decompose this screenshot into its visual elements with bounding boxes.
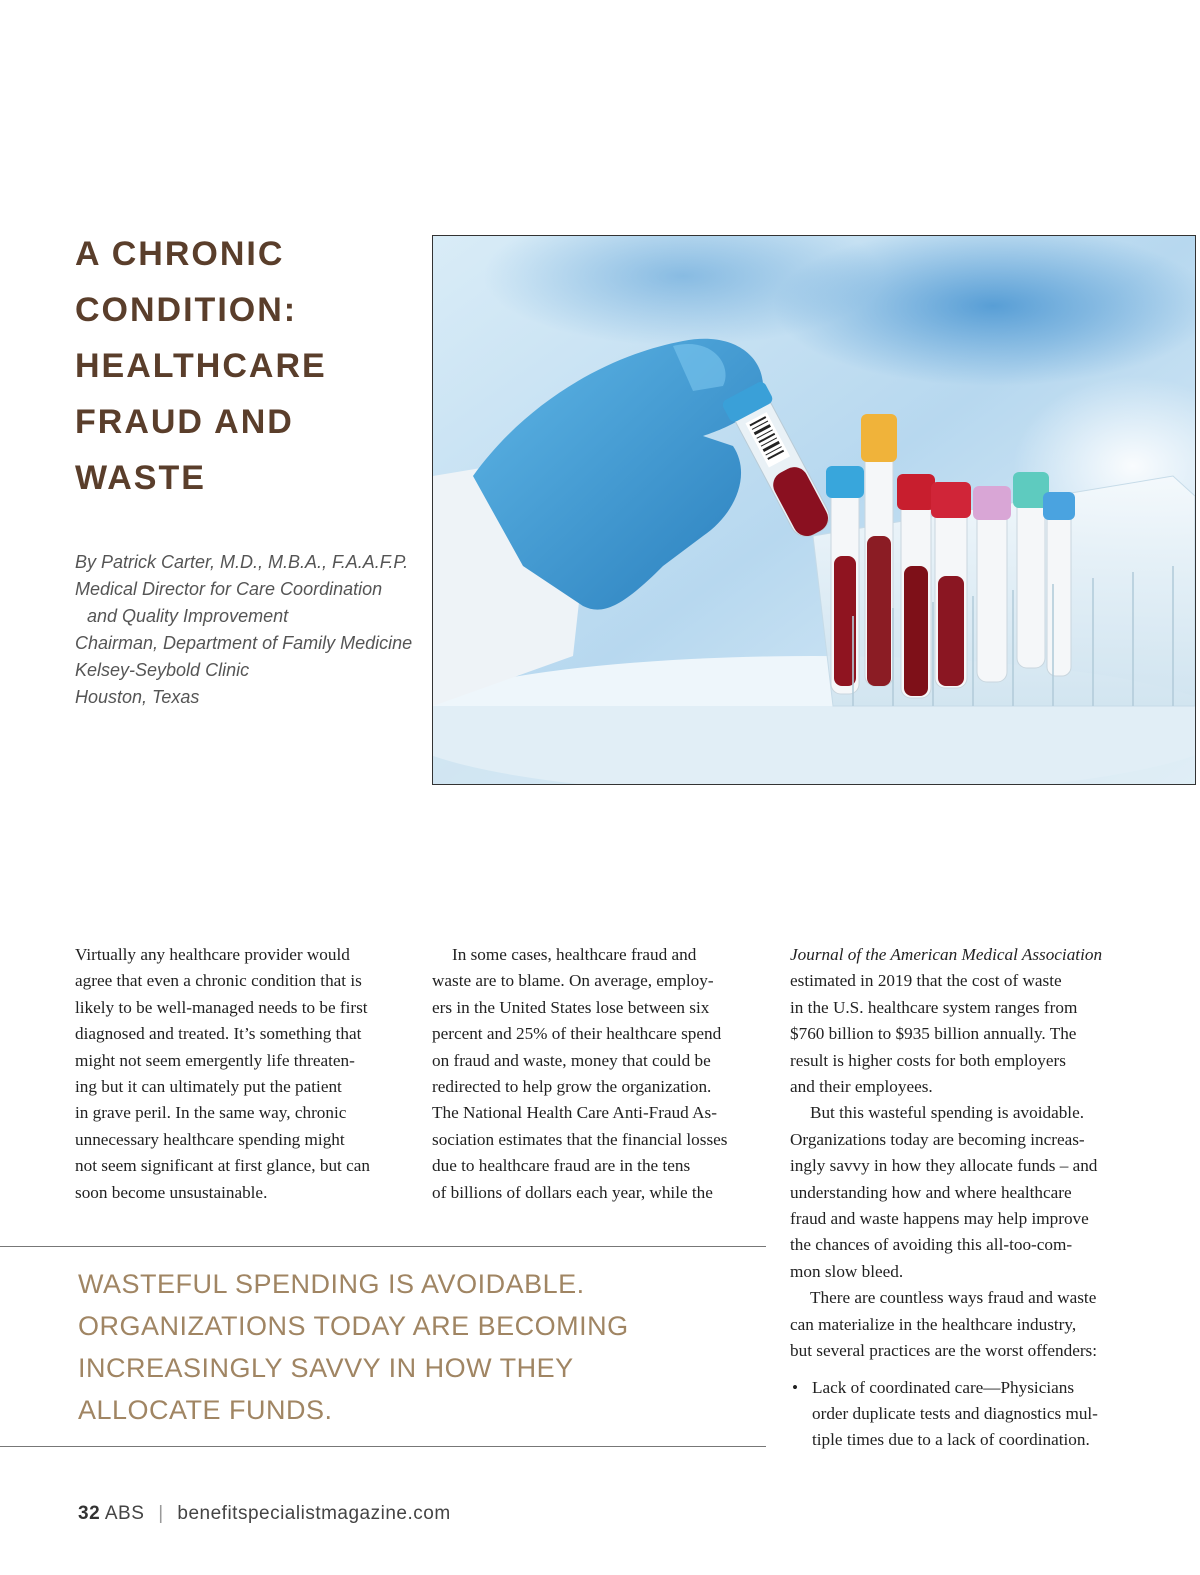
- pull-quote-line: ORGANIZATIONS TODAY ARE BECOMING: [78, 1311, 629, 1341]
- bullet-item: [790, 1375, 1126, 1454]
- author-byline: [75, 549, 415, 711]
- text-line: soon become unsustainable.: [75, 1182, 268, 1202]
- text-line: but several practices are the worst offenders:: [790, 1341, 1098, 1361]
- text-line: in grave peril. In the same way, chronic: [75, 1103, 347, 1123]
- text-line: estimated in 2019 that the cost of waste: [790, 971, 1062, 991]
- body-column-1: [75, 942, 397, 1206]
- footer-separator: |: [158, 1503, 164, 1524]
- text-line: Virtually any healthcare provider would: [75, 945, 350, 964]
- text-line: ing but it can ultimately put the patient: [75, 1077, 342, 1097]
- page-number: 32: [78, 1503, 101, 1524]
- byline-author: By Patrick Carter, M.D., M.B.A., F.A.A.F.P.: [75, 552, 409, 572]
- text-line: the chances of avoiding this all-too-com-: [790, 1235, 1073, 1255]
- byline-location: Houston, Texas: [75, 687, 200, 707]
- text-line: on fraud and waste, money that could be: [432, 1050, 711, 1070]
- title-line: FRAUD AND: [75, 403, 294, 441]
- body-column-2: [432, 942, 754, 1206]
- text-line: The National Health Care Anti-Fraud As-: [432, 1103, 717, 1123]
- pull-quote-line: WASTEFUL SPENDING IS AVOIDABLE.: [78, 1269, 585, 1299]
- text-line: ers in the United States lose between six: [432, 997, 710, 1017]
- text-line: There are countless ways fraud and waste: [810, 1288, 1097, 1308]
- publication-name: ABS: [104, 1503, 145, 1524]
- text-line: But this wasteful spending is avoidable.: [810, 1103, 1085, 1123]
- text-line: in the U.S. healthcare system ranges from: [790, 997, 1078, 1017]
- text-line: result is higher costs for both employers: [790, 1050, 1066, 1070]
- pull-quote-top-rule: [0, 1246, 766, 1247]
- byline-clinic: Kelsey-Seybold Clinic: [75, 660, 250, 680]
- pull-quote-line: ALLOCATE FUNDS.: [78, 1395, 333, 1425]
- journal-name: Journal of the American Medical Association: [790, 945, 1103, 964]
- text-line: diagnosed and treated. It’s something that: [75, 1024, 362, 1044]
- text-line: redirected to help grow the organization.: [432, 1077, 712, 1097]
- text-line: Organizations today are becoming increas-: [790, 1129, 1085, 1149]
- website-link[interactable]: benefitspecialistmagazine.com: [177, 1503, 451, 1524]
- text-line: waste are to blame. On average, employ-: [432, 971, 714, 991]
- text-line: ingly savvy in how they allocate funds – and: [790, 1156, 1098, 1176]
- text-line: In some cases, healthcare fraud and: [452, 945, 697, 964]
- text-line: might not seem emergently life threaten-: [75, 1050, 355, 1070]
- pull-quote-bottom-rule: [0, 1446, 766, 1447]
- bullet-marker: •: [792, 1377, 799, 1397]
- body-column-3: [790, 942, 1126, 1454]
- byline-position: Medical Director for Care Coordination and Quality Improvement: [75, 579, 383, 626]
- text-line: understanding how and where healthcare: [790, 1182, 1072, 1202]
- text-line: not seem significant at first glance, but can: [75, 1156, 370, 1176]
- lab-photo: [432, 235, 1196, 785]
- text-line: likely to be well-managed needs to be first: [75, 997, 368, 1017]
- page-footer: [78, 1503, 451, 1525]
- byline-chair: Chairman, Department of Family Medicine: [75, 633, 413, 653]
- title-line: HEALTHCARE: [75, 347, 327, 385]
- text-line: agree that even a chronic condition that is: [75, 971, 362, 991]
- text-line: percent and 25% of their healthcare spend: [432, 1024, 722, 1044]
- text-line: due to healthcare fraud are in the tens: [432, 1156, 691, 1176]
- text-line: $760 billion to $935 billion annually. The: [790, 1024, 1077, 1044]
- text-line: sociation estimates that the financial losses: [432, 1129, 728, 1149]
- pull-quote-line: INCREASINGLY SAVVY IN HOW THEY: [78, 1353, 574, 1383]
- title-line: A CHRONIC: [75, 235, 285, 273]
- text-line: and their employees.: [790, 1077, 933, 1097]
- text-line: fraud and waste happens may help improve: [790, 1209, 1089, 1229]
- bullet-line: order duplicate tests and diagnostics mul-: [812, 1403, 1098, 1423]
- text-line: mon slow bleed.: [790, 1261, 904, 1281]
- blood-sample-tubes-illustration: [433, 236, 1195, 784]
- article-title: [75, 226, 415, 506]
- text-line: can materialize in the healthcare industry,: [790, 1314, 1077, 1334]
- text-line: of billions of dollars each year, while the: [432, 1182, 713, 1202]
- bullet-line: Lack of coordinated care—Physicians: [812, 1377, 1075, 1397]
- text-line: unnecessary healthcare spending might: [75, 1129, 345, 1149]
- title-line: CONDITION:: [75, 291, 298, 329]
- pull-quote: [78, 1263, 758, 1431]
- bullet-line: tiple times due to a lack of coordination.: [812, 1430, 1090, 1450]
- title-line: WASTE: [75, 459, 206, 497]
